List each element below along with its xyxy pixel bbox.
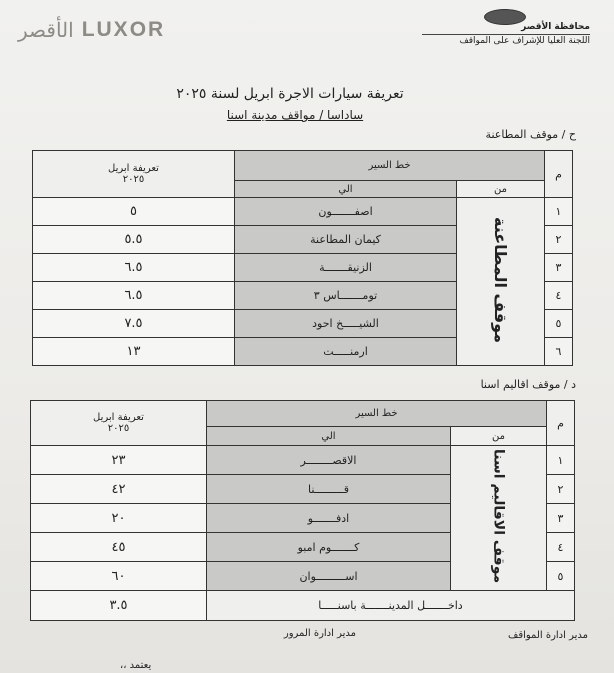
from-value: موقف المطاعنة [491, 216, 511, 343]
table-header-row [31, 401, 575, 427]
table-row [31, 446, 575, 475]
destination: تومـــــــاس ٣ [235, 282, 457, 310]
col-header-to: الي [235, 181, 457, 198]
committee-name: اللجنة العليا للإشراف على المواقف [459, 36, 590, 46]
tariff-label: تعريفة ابريل [108, 163, 159, 174]
tariff-table-esna-regions [30, 400, 575, 621]
table-header-row [33, 151, 573, 181]
destination: كيمان المطاعنة [235, 226, 457, 254]
destination: قـــــــــنا [207, 475, 451, 504]
inner-city-price: ٣.٥ [31, 591, 207, 621]
approval-note: يعتمد ،، [120, 660, 152, 671]
section-1-title: ح / موقف المطاعنة [485, 128, 576, 141]
price: ٤٢ [31, 475, 207, 504]
governorate-name: محافظة الأقصر [521, 22, 590, 32]
destination: ادفـــــــو [207, 504, 451, 533]
col-header-route: خط السير [235, 151, 545, 181]
col-header-num: م [547, 401, 575, 446]
price: ٥.٥ [33, 226, 235, 254]
destination: الاقصــــــــر [207, 446, 451, 475]
from-cell [451, 446, 547, 591]
price: ٧.٥ [33, 310, 235, 338]
tariff-year: ٢٠٢٥ [122, 174, 145, 185]
from-value: موقف الاقاليم اسنا [490, 449, 507, 584]
col-header-tariff [31, 401, 207, 446]
col-header-num: م [545, 151, 573, 198]
price: ٦٠ [31, 562, 207, 591]
destination: ارمنـــــت [235, 338, 457, 366]
price: ٦.٥ [33, 282, 235, 310]
row-num: ٤ [545, 282, 573, 310]
row-num: ٣ [547, 504, 575, 533]
luxor-logo [18, 16, 198, 44]
table-row [33, 198, 573, 226]
tariff-table-mataana [32, 150, 573, 366]
row-num: ١ [545, 198, 573, 226]
row-num: ٢ [547, 475, 575, 504]
row-num: ١ [547, 446, 575, 475]
destination: اســـــــــوان [207, 562, 451, 591]
price: ٢٠ [31, 504, 207, 533]
col-header-from: من [451, 427, 547, 446]
row-num: ٤ [547, 533, 575, 562]
destination: كـــــــوم امبو [207, 533, 451, 562]
col-header-from: من [457, 181, 545, 198]
document-title: تعريفة سيارات الاجرة ابريل لسنة ٢٠٢٥ [176, 86, 404, 102]
header-divider [422, 34, 590, 35]
section-2-title: د / موقف اقاليم اسنا [480, 378, 576, 391]
tariff-year: ٢٠٢٥ [107, 423, 130, 434]
col-header-tariff [33, 151, 235, 198]
logo-arabic: الأقصر [18, 18, 74, 42]
destination: الشيـــــخ احود [235, 310, 457, 338]
logo-english: LUXOR [81, 18, 166, 41]
row-num: ٦ [545, 338, 573, 366]
inner-city-row [31, 591, 575, 621]
tariff-label: تعريفة ابريل [93, 412, 144, 423]
price: ٦.٥ [33, 254, 235, 282]
signature-traffic-manager: مدير ادارة المرور [283, 628, 356, 639]
col-header-to: الي [207, 427, 451, 446]
price: ١٣ [33, 338, 235, 366]
row-num: ٥ [547, 562, 575, 591]
signature-parking-manager: مدير ادارة المواقف [507, 630, 588, 641]
row-num: ٣ [545, 254, 573, 282]
price: ٤٥ [31, 533, 207, 562]
inner-city-label: داخـــــــل المدينـــــــة باسنـــــا [207, 591, 575, 621]
price: ٢٣ [31, 446, 207, 475]
col-header-route: خط السير [207, 401, 547, 427]
price: ٥ [33, 198, 235, 226]
from-cell [457, 198, 545, 366]
document-subtitle: ساداسا / مواقف مدينة اسنا [226, 108, 364, 122]
row-num: ٢ [545, 226, 573, 254]
destination: اصفـــــــون [235, 198, 457, 226]
destination: الزنيقـــــــة [235, 254, 457, 282]
row-num: ٥ [545, 310, 573, 338]
